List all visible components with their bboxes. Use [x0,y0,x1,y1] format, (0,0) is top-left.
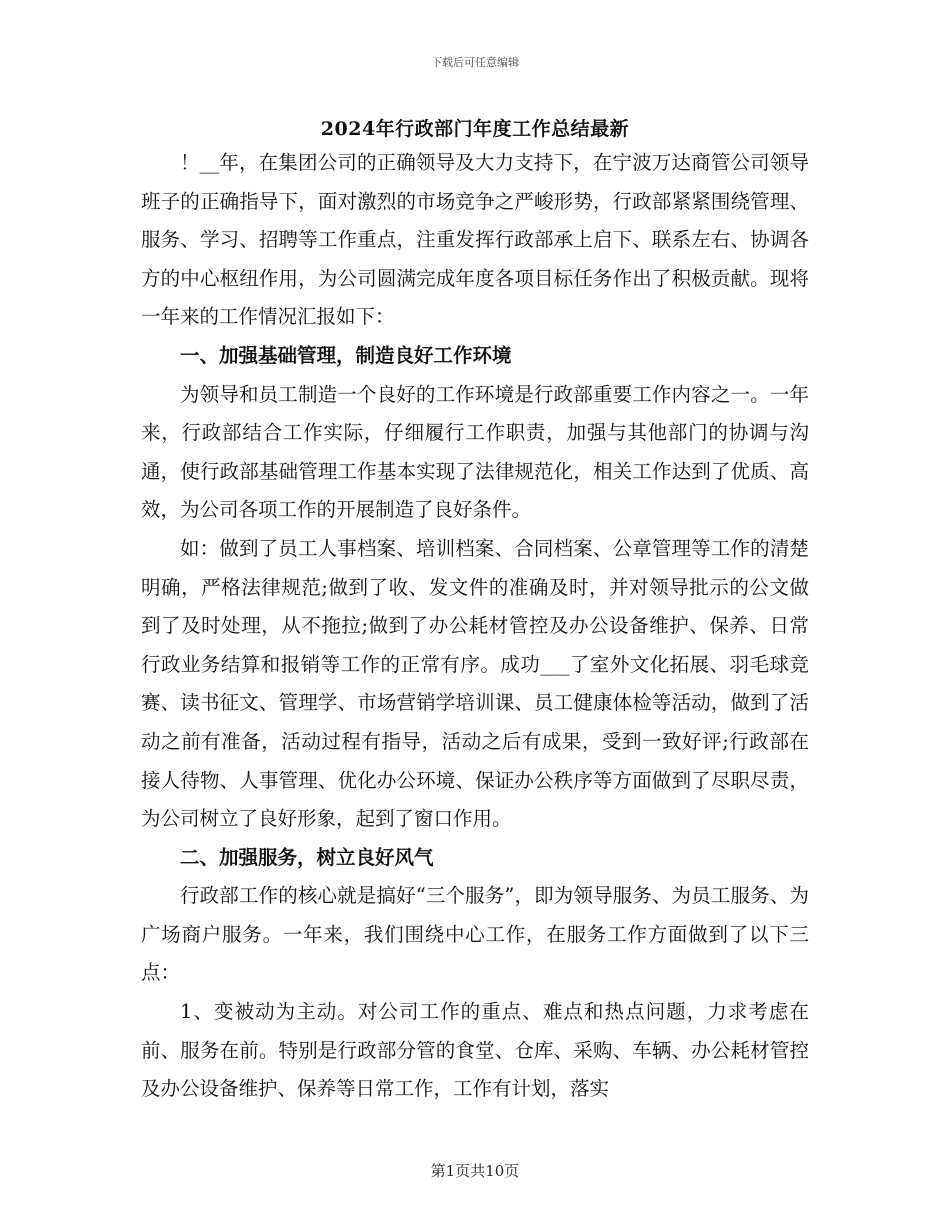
section-heading-1: 一、加强基础管理，制造良好工作环境 [180,343,512,367]
section-2-paragraph-2: 1、变被动为主动。对公司工作的重点、难点和热点问题，力求考虑在前、服务在前。特别是行政部分管的食堂、仓库、采购、车辆、办公耗材管控及办公设备维护、保养等日常工作，工作有计划，落实 [141,1000,809,1101]
page-header-note: 下载后可任意编辑 [431,56,519,69]
section-1-paragraph-1: 为领导和员工制造一个良好的工作环境是行政部重要工作内容之一。一年来，行政部结合工作实际，仔细履行工作职责，加强与其他部门的协调与沟通，使行政部基础管理工作基本实现了法律规范化，相关工作达到了优质、高效，为公司各项工作的开展制造了良好条件。 [141,382,809,522]
intro-paragraph: ！__年，在集团公司的正确领导及大力支持下，在宁波万达商管公司领导班子的正确指导下，面对激烈的市场竞争之严峻形势，行政部紧紧围绕管理、服务、学习、招聘等工作重点，注重发挥行政部承上启下、联系左右、协调各方的中心枢纽作用，为公司圆满完成年度各项目标任务作出了积极贡献。现将一年来的工作情况汇报如下： [141,151,809,329]
section-2-paragraph-1: 行政部工作的核心就是搞好“三个服务”，即为领导服务、为员工服务、为广场商户服务。一年来，我们围绕中心工作，在服务工作方面做到了以下三点： [141,884,809,985]
page-number: 第1页共10页 [430,1162,520,1180]
document-body [141,144,809,1109]
document-title: 2024年行政部门年度工作总结最新 [320,118,630,140]
section-1-paragraph-2: 如：做到了员工人事档案、培训档案、合同档案、公章管理等工作的清楚明确，严格法律规范;做到了收、发文件的准确及时，并对领导批示的公文做到了及时处理，从不拖拉;做到了办公耗材管控及办公设备维护、保养、日常行政业务结算和报销等工作的正常有序。成功___了室外文化拓展、羽毛球竞赛、读书征文、管理学、市场营销学培训课、员工健康体检等活动，做到了活动之前有准备，活动过程有指导，活动之后有成果，受到一致好评;行政部在接人待物、人事管理、优化办公环境、保证办公秩序等方面做到了尽职尽责，为公司树立了良好形象，起到了窗口作用。 [141,536,809,831]
section-heading-2: 二、加强服务，树立良好风气 [180,845,434,869]
